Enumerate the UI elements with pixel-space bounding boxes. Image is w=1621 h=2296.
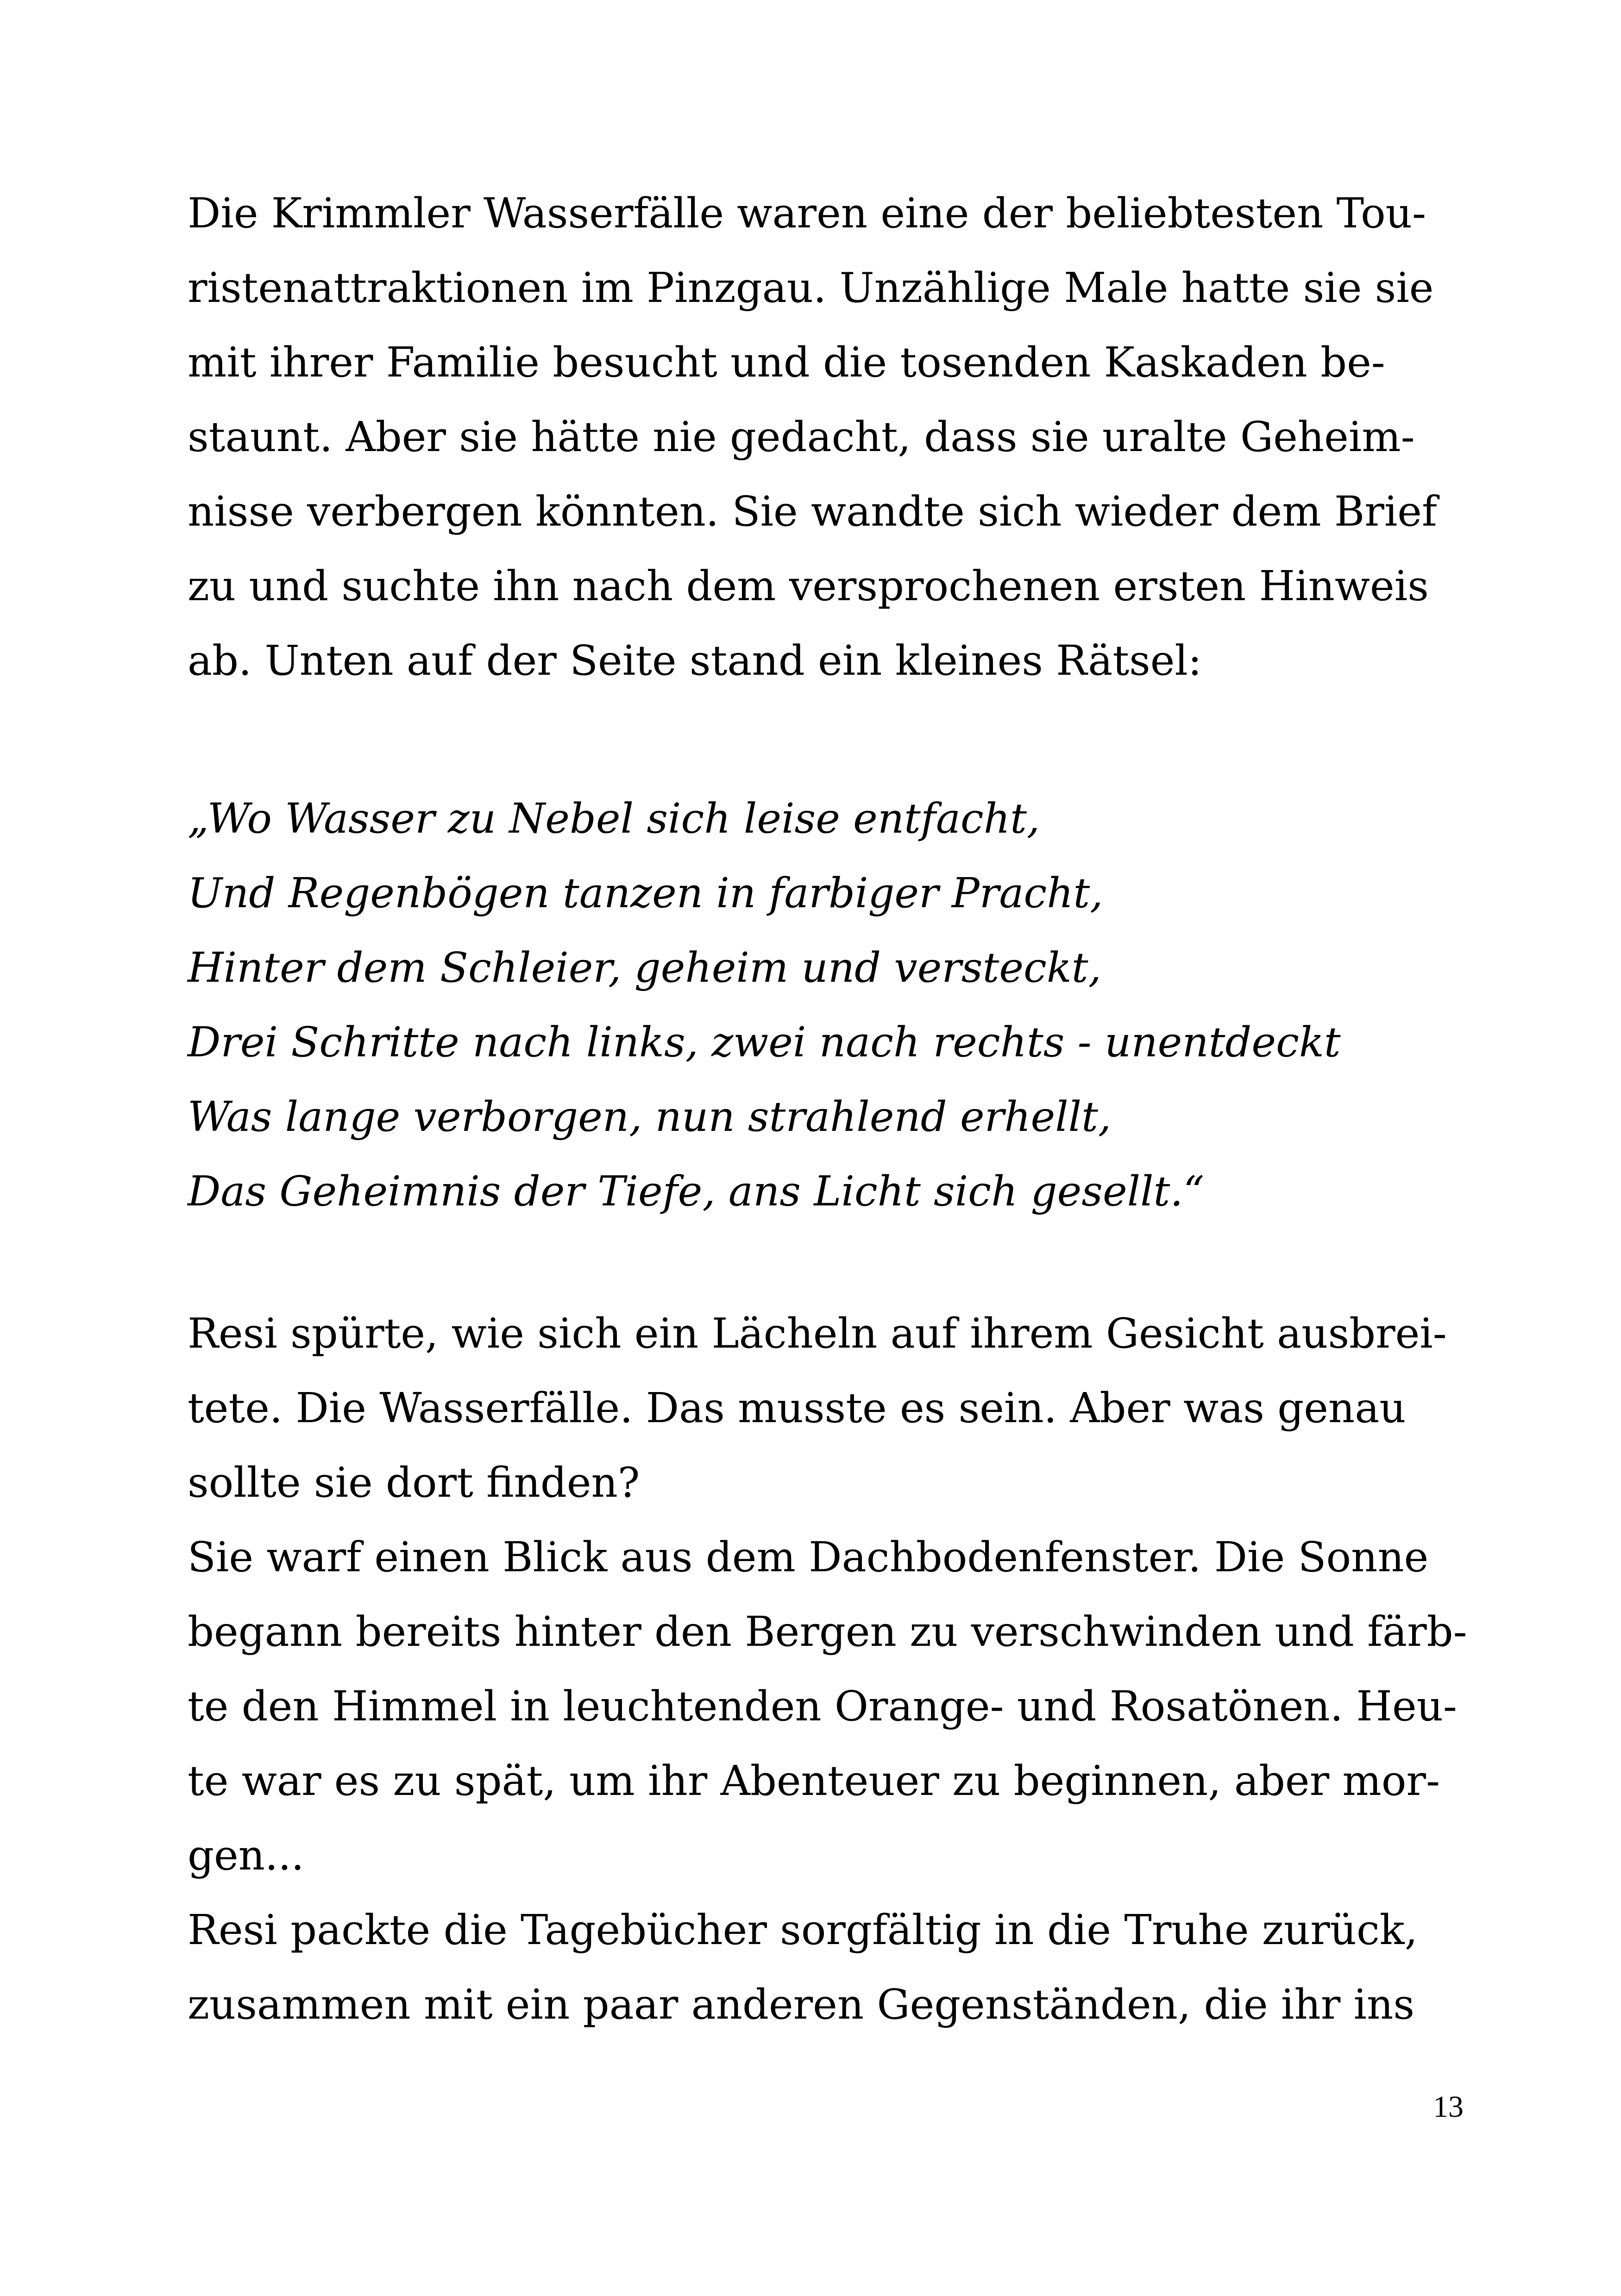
text-line: ab. Unten auf der Seite stand ein kleines Rätsel: bbox=[188, 636, 1202, 684]
text-line: zu und suchte ihn nach dem versprochenen ersten Hinweis bbox=[188, 562, 1429, 610]
poem-line: Hinter dem Schleier, geheim und versteckt, bbox=[188, 943, 1101, 991]
poem-line: Und Regenbögen tanzen in farbiger Pracht, bbox=[188, 869, 1103, 917]
text-line: Sie warf einen Blick aus dem Dachbodenfenster. Die Sonne bbox=[188, 1533, 1429, 1581]
paragraph-resi bbox=[188, 1296, 1466, 2042]
text-line: ristenattraktionen im Pinzgau. Unzählige Male hatte sie sie bbox=[188, 263, 1434, 312]
poem-line: Drei Schritte nach links, zwei nach rechts - unentdeckt bbox=[188, 1018, 1341, 1066]
text-line: Resi spürte, wie sich ein Lächeln auf ihrem Gesicht ausbrei- bbox=[188, 1309, 1447, 1357]
poem-line: Was lange verborgen, nun strahlend erhellt, bbox=[188, 1092, 1112, 1141]
text-line: sollte sie dort finden? bbox=[188, 1458, 640, 1506]
text-line: te den Himmel in leuchtenden Orange- und Rosatönen. Heu- bbox=[188, 1682, 1458, 1730]
poem-line: „Wo Wasser zu Nebel sich leise entfacht, bbox=[188, 794, 1040, 842]
text-line: nisse verbergen könnten. Sie wandte sich wieder dem Brief bbox=[188, 487, 1437, 535]
text-line: Die Krimmler Wasserfälle waren eine der beliebtesten Tou- bbox=[188, 189, 1426, 237]
riddle-poem bbox=[188, 781, 1466, 1229]
text-line: begann bereits hinter den Bergen zu verschwinden und färb- bbox=[188, 1607, 1467, 1656]
paragraph-krimmler-wasserfaelle bbox=[188, 176, 1466, 698]
text-line: gen... bbox=[188, 1831, 304, 1879]
text-line: mit ihrer Familie besucht und die tosenden Kaskaden be- bbox=[188, 338, 1385, 386]
text-line: zusammen mit ein paar anderen Gegenständen, die ihr ins bbox=[188, 1980, 1415, 2028]
poem-line: Das Geheimnis der Tiefe, ans Licht sich gesellt.“ bbox=[188, 1167, 1205, 1215]
text-line: Resi packte die Tagebücher sorgfältig in die Truhe zurück, bbox=[188, 1906, 1418, 1954]
text-line: te war es zu spät, um ihr Abenteuer zu beginnen, aber mor- bbox=[188, 1757, 1440, 1805]
text-line: staunt. Aber sie hätte nie gedacht, dass sie uralte Geheim- bbox=[188, 413, 1415, 461]
text-line: tete. Die Wasserfälle. Das musste es sein. Aber was genau bbox=[188, 1384, 1406, 1432]
page-number: 13 bbox=[1433, 2090, 1464, 2124]
